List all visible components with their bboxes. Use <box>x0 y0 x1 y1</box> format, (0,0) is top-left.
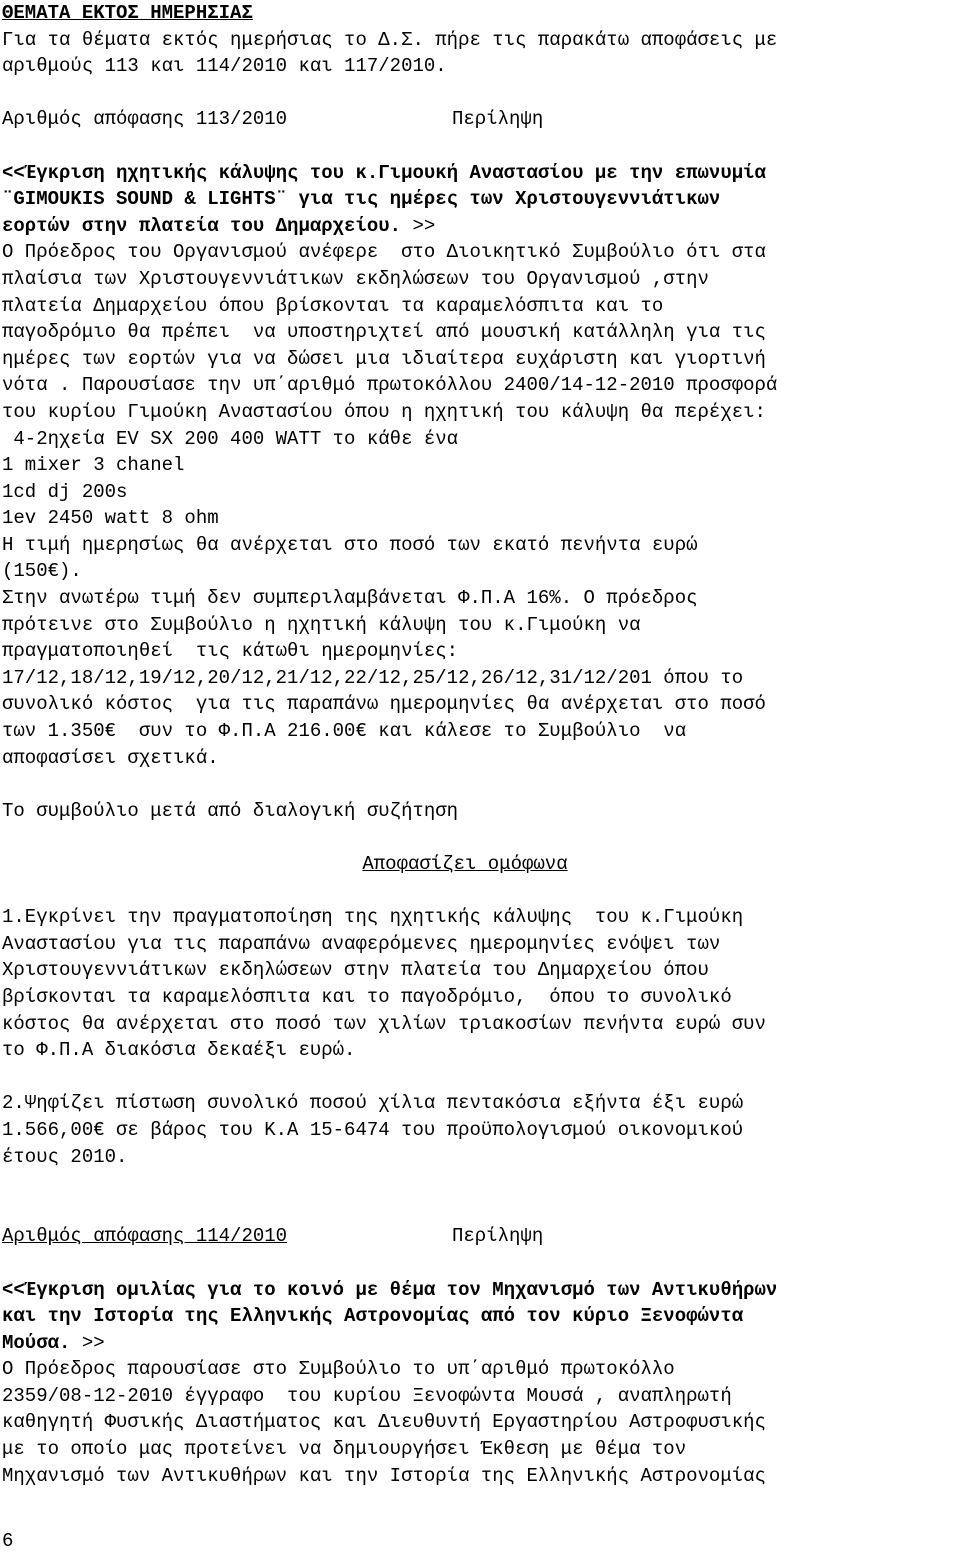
body-line: Η τιμή ημερησίως θα ανέρχεται στο ποσό των εκατό πενήντα ευρώ <box>2 533 698 556</box>
body-line: ημέρες των εορτών για να δώσει μια ιδιαίτερα ευχάριστη και γιορτινή <box>2 347 766 370</box>
decision-point-line: το Φ.Π.Α διακόσια δεκαέξι ευρώ. <box>2 1039 356 1062</box>
body-line: Μηχανισμό των Αντικυθήρων και την Ιστορία της Ελληνικής Αστρονομίας <box>2 1464 766 1487</box>
decision-number: Αριθμός απόφασης 114/2010 <box>2 1225 288 1248</box>
body-line: συνολικό κόστος για τις παραπάνω ημερομηνίες θα ανέρχεται στο ποσό <box>2 693 766 716</box>
decision-point-line: 1.566,00€ σε βάρος του Κ.Α 15-6474 του προϋπολογισμού οικονομικού <box>2 1118 744 1141</box>
body-line: Στην ανωτέρω τιμή δεν συμπεριλαμβάνεται Φ.Π.Α 16%. Ο πρόεδρος <box>2 587 698 610</box>
body-line: 1 mixer 3 chanel <box>2 454 185 477</box>
decision-subject-text: Μούσα. <box>2 1331 71 1354</box>
decision-subject-end: >> <box>70 1331 105 1354</box>
body-line: αποφασίσει σχετικά. <box>2 746 219 769</box>
decision-subject-line: και την Ιστορία της Ελληνικής Αστρονομίας από τον κύριο Ξενοφώντα <box>2 1305 744 1328</box>
body-line: 1ev 2450 watt 8 ohm <box>2 507 219 530</box>
body-line: του κυρίου Γιμούκη Αναστασίου όπου η ηχητική του κάλυψη θα περέχει: <box>2 400 766 423</box>
decision-point-line: 2.Ψηφίζει πίστωση συνολικό ποσού χίλια πεντακόσια εξήντα έξι ευρώ <box>2 1092 744 1115</box>
body-line: νότα . Παρουσίασε την υπ΄αριθμό πρωτοκόλλου 2400/14-12-2010 προσφορά <box>2 374 778 397</box>
body-line: 4-2ηχεία EV SX 200 400 WATT το κάθε ένα <box>2 427 459 450</box>
body-line: 2359/08-12-2010 έγγραφο του κυρίου Ξενοφώντα Μουσά , αναπληρωτή <box>2 1384 732 1407</box>
body-line: πλαίσια των Χριστουγεννιάτικων εκδηλώσεων του Οργανισμού ,στην <box>2 267 709 290</box>
body-line: καθηγητή Φυσικής Διαστήματος και Διευθυντή Εργαστηρίου Αστροφυσικής <box>2 1411 766 1434</box>
body-line: Ο Πρόεδρος παρουσίασε στο Συμβούλιο το υπ΄αριθμό πρωτοκόλλο <box>2 1358 675 1381</box>
body-line: Ο Πρόεδρος του Οργανισμού ανέφερε στο Διοικητικό Συμβούλιο ότι στα <box>2 241 766 264</box>
summary-label: Περίληψη <box>452 108 544 131</box>
decision-point-line: 1.Εγκρίνει την πραγματοποίηση της ηχητικής κάλυψης του κ.Γιμούκη <box>2 906 744 929</box>
body-line: 17/12,18/12,19/12,20/12,21/12,22/12,25/12,26/12,31/12/201 όπου το <box>2 666 744 689</box>
decision-subject-line: ¨GIMOUKIS SOUND & LIGHTS¨ για τις ημέρες των Χριστουγεννιάτικων <box>2 188 721 211</box>
intro-line: αριθμούς 113 και 114/2010 και 117/2010. <box>2 55 447 78</box>
decision-point-line: Χριστουγεννιάτικων εκδηλώσεων στην πλατεία του Δημαρχείου όπου <box>2 959 709 982</box>
decision-point-line: έτους 2010. <box>2 1145 128 1168</box>
body-line: πλατεία Δημαρχείου όπου βρίσκονται τα καραμελόσπιτα και το <box>2 294 664 317</box>
discussion-line: Το συμβούλιο μετά από διαλογική συζήτηση <box>2 799 459 822</box>
decision-verdict: Αποφασίζει ομόφωνα <box>362 853 568 875</box>
body-line: με το οποίο μας προτείνει να δημιουργήσει Έκθεση με θέμα τον <box>2 1438 687 1461</box>
body-line: των 1.350€ συν το Φ.Π.Α 216.00€ και κάλεσε το Συμβούλιο να <box>2 720 687 743</box>
decision-subject-text: εορτών στην πλατεία του Δημαρχείου. <box>2 214 402 237</box>
decision-114-reference <box>2 1223 958 1250</box>
decision-number: Αριθμός απόφασης 113/2010 <box>2 108 288 131</box>
body-line: 1cd dj 200s <box>2 480 128 503</box>
page-number: 6 <box>2 1530 14 1552</box>
decision-subject-line <box>2 213 958 240</box>
decision-subject-line: <<Έγκριση ηχητικής κάλυψης του κ.Γιμουκή Αναστασίου με την επωνυμία <box>2 161 766 184</box>
decision-point-line: κόστος θα ανέρχεται στο ποσό των χιλίων τριακοσίων πενήντα ευρώ συν <box>2 1012 766 1035</box>
body-line: πραγματοποιηθεί τις κάτωθι ημερομηνίες: <box>2 640 459 663</box>
body-line: παγοδρόμιο θα πρέπει να υποστηριχτεί από μουσική κατάλληλη για τις <box>2 321 766 344</box>
decision-subject-end: >> <box>401 214 436 237</box>
decision-113-reference <box>2 106 958 133</box>
section-title: ΘΕΜΑΤΑ ΕΚΤΟΣ ΗΜΕΡΗΣΙΑΣ <box>2 2 253 24</box>
summary-label: Περίληψη <box>452 1225 544 1248</box>
body-line: πρότεινε στο Συμβούλιο η ηχητική κάλυψη του κ.Γιμούκη να <box>2 613 641 636</box>
document-page <box>2 0 958 1489</box>
decision-subject-line: <<Έγκριση ομιλίας για το κοινό με θέμα τον Μηχανισμό των Αντικυθήρων <box>2 1278 778 1301</box>
decision-point-line: Αναστασίου για τις παραπάνω αναφερόμενες ημερομηνίες ενόψει των <box>2 932 721 955</box>
decision-subject-line <box>2 1330 958 1357</box>
decision-point-line: βρίσκονται τα καραμελόσπιτα και το παγοδρόμιο, όπου το συνολικό <box>2 985 732 1008</box>
intro-line: Για τα θέματα εκτός ημερήσιας το Δ.Σ. πήρε τις παρακάτω αποφάσεις με <box>2 28 778 51</box>
body-line: (150€). <box>2 560 82 583</box>
